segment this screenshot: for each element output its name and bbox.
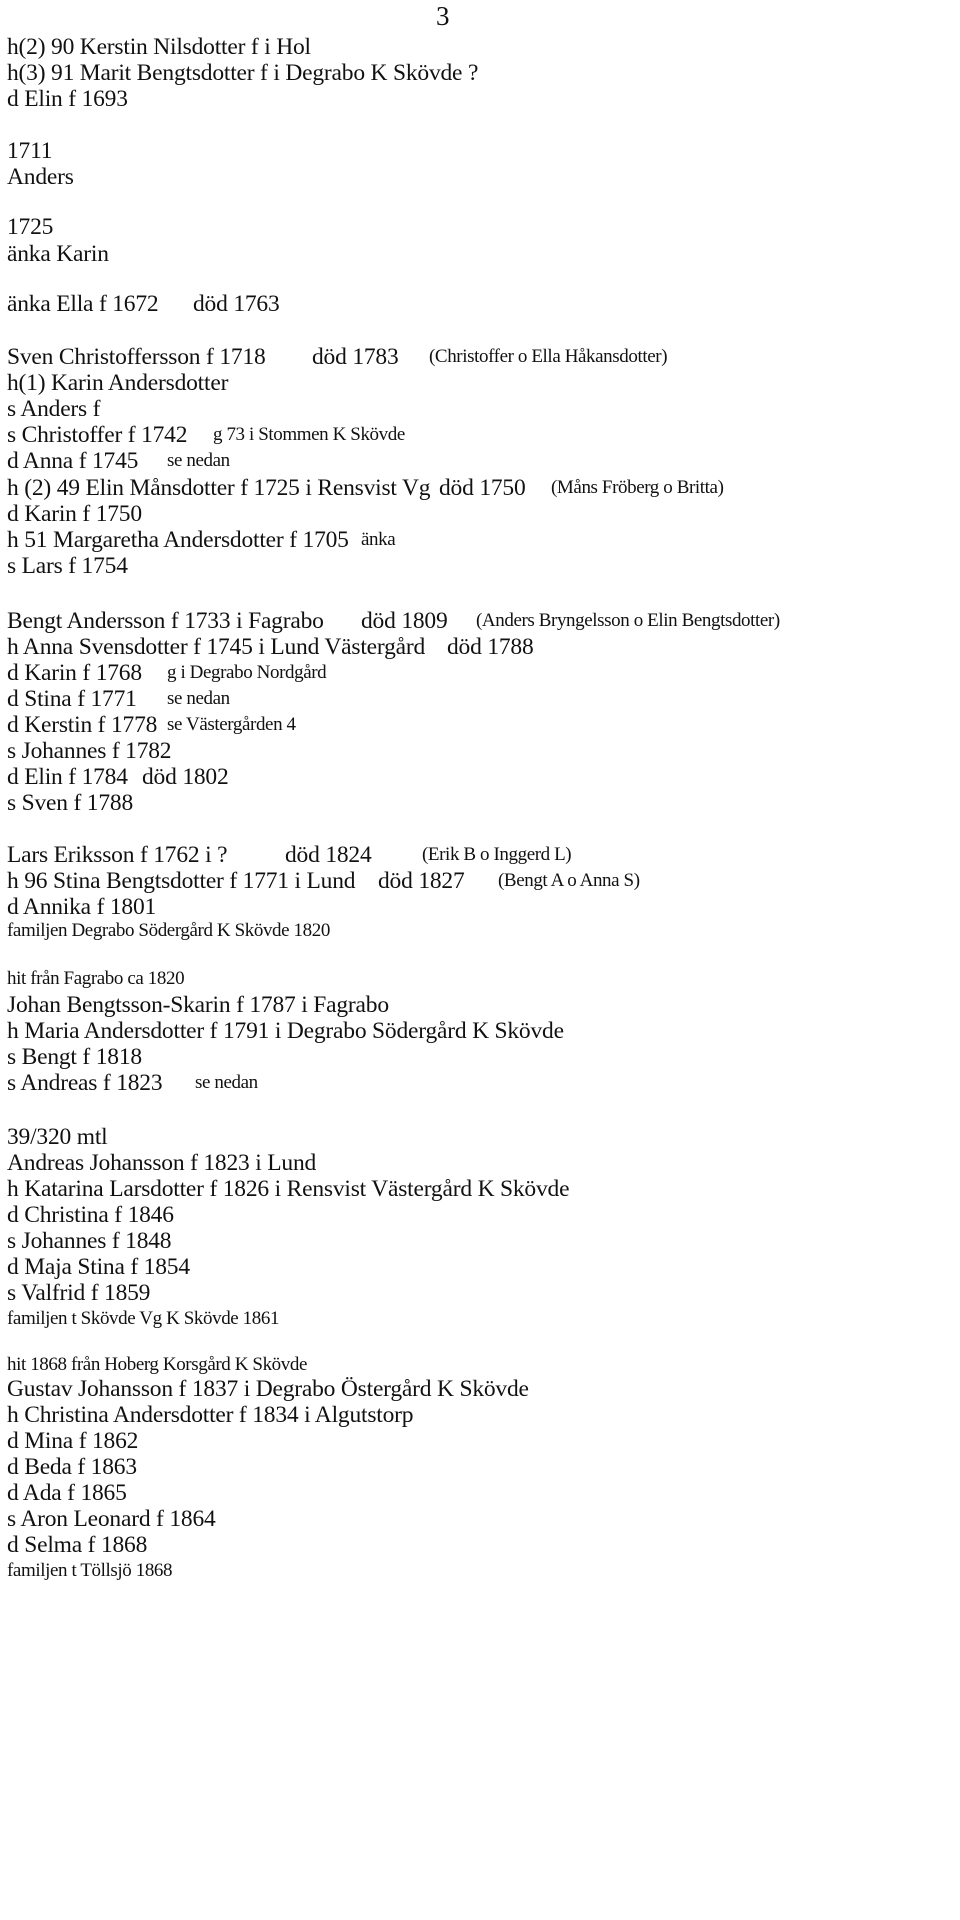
line-column-text: död 1783	[312, 344, 399, 370]
line-text: Johan Bengtsson-Skarin f 1787 i Fagrabo	[7, 992, 389, 1018]
line-text: s Aron Leonard f 1864	[7, 1506, 216, 1532]
line-text: s Bengt f 1818	[7, 1044, 142, 1070]
line-text: 1725	[7, 214, 54, 240]
line-text: d Anna f 1745	[7, 448, 139, 474]
line-text: Sven Christoffersson f 1718	[7, 344, 266, 370]
line-text: 1711	[7, 138, 53, 164]
line-column-text: död 1824	[285, 842, 372, 868]
line-text: s Johannes f 1782	[7, 738, 172, 764]
line-text: s Sven f 1788	[7, 790, 133, 816]
line-text: familjen Degrabo Södergård K Skövde 1820	[7, 920, 330, 941]
line-text: h (2) 49 Elin Månsdotter f 1725 i Rensvist Vg	[7, 475, 431, 501]
line-text: s Christoffer f 1742	[7, 422, 188, 448]
line-text: Lars Eriksson f 1762 i ?	[7, 842, 228, 868]
line-column-text: död 1763	[193, 291, 280, 317]
annotation-text: g i Degrabo Nordgård	[167, 662, 327, 683]
line-text: h(1) Karin Andersdotter	[7, 370, 229, 396]
line-text: h Anna Svensdotter f 1745 i Lund Västergård	[7, 634, 426, 660]
line-text: d Christina f 1846	[7, 1202, 174, 1228]
annotation-text: g 73 i Stommen K Skövde	[213, 424, 405, 445]
text-line	[7, 289, 280, 319]
page-number: 3	[436, 1, 450, 31]
line-text: d Stina f 1771	[7, 686, 137, 712]
line-text: familjen t Skövde Vg K Skövde 1861	[7, 1308, 280, 1329]
line-text: h Katarina Larsdotter f 1826 i Rensvist Västergård K Skövde	[7, 1176, 570, 1202]
line-text: änka Ella f 1672	[7, 291, 159, 317]
line-text: s Johannes f 1848	[7, 1228, 172, 1254]
line-text: d Elin f 1693	[7, 86, 128, 112]
line-text: d Mina f 1862	[7, 1428, 139, 1454]
annotation-text: (Måns Fröberg o Britta)	[551, 477, 724, 498]
line-text: h 51 Margaretha Andersdotter f 1705	[7, 527, 349, 553]
line-text: hit 1868 från Hoberg Korsgård K Skövde	[7, 1354, 308, 1375]
line-text: h Maria Andersdotter f 1791 i Degrabo Södergård K Skövde	[7, 1018, 564, 1044]
line-text: hit från Fagrabo ca 1820	[7, 968, 185, 989]
line-text: d Karin f 1750	[7, 501, 142, 527]
text-line	[7, 212, 53, 242]
line-text: h(3) 91 Marit Bengtsdotter f i Degrabo K Skövde ?	[7, 60, 479, 86]
annotation-text: se nedan	[167, 688, 230, 709]
line-text: h Christina Andersdotter f 1834 i Algutstorp	[7, 1402, 414, 1428]
line-column-text: död 1827	[378, 868, 465, 894]
line-text: d Maja Stina f 1854	[7, 1254, 190, 1280]
text-line	[7, 162, 74, 192]
line-text: Bengt Andersson f 1733 i Fagrabo	[7, 608, 324, 634]
line-text: d Selma f 1868	[7, 1532, 148, 1558]
text-line	[7, 84, 128, 114]
line-text: d Elin f 1784	[7, 764, 128, 790]
line-column-text: död 1809	[361, 608, 448, 634]
line-text: s Andreas f 1823	[7, 1070, 163, 1096]
line-text: änka Karin	[7, 241, 109, 267]
annotation-text: se nedan	[167, 450, 230, 471]
line-text: d Karin f 1768	[7, 660, 142, 686]
text-line	[7, 1304, 279, 1334]
line-text: h(2) 90 Kerstin Nilsdotter f i Hol	[7, 34, 311, 60]
line-column-text: död 1788	[447, 634, 534, 660]
line-text: Gustav Johansson f 1837 i Degrabo Östergård K Skövde	[7, 1376, 529, 1402]
annotation-text: (Christoffer o Ella Håkansdotter)	[429, 346, 668, 367]
text-line	[7, 1068, 258, 1098]
line-text: s Lars f 1754	[7, 553, 128, 579]
line-text: s Anders f	[7, 396, 101, 422]
annotation-text: se Västergården 4	[167, 714, 296, 735]
line-text: h 96 Stina Bengtsdotter f 1771 i Lund	[7, 868, 356, 894]
line-text: Anders	[7, 164, 74, 190]
line-text: d Ada f 1865	[7, 1480, 127, 1506]
line-text: familjen t Töllsjö 1868	[7, 1560, 173, 1581]
line-text: Andreas Johansson f 1823 i Lund	[7, 1150, 317, 1176]
text-line	[7, 1556, 172, 1586]
line-text: s Valfrid f 1859	[7, 1280, 151, 1306]
text-line	[7, 788, 133, 818]
text-line	[7, 551, 128, 581]
annotation-text: änka	[361, 529, 396, 550]
line-text: d Annika f 1801	[7, 894, 157, 920]
annotation-text: (Bengt A o Anna S)	[498, 870, 640, 891]
line-text: d Beda f 1863	[7, 1454, 137, 1480]
annotation-text: se nedan	[195, 1072, 258, 1093]
text-line	[7, 239, 109, 269]
line-text: 39/320 mtl	[7, 1124, 108, 1150]
annotation-text: (Erik B o Inggerd L)	[422, 844, 572, 865]
line-column-text: död 1750	[439, 475, 526, 501]
line-text: d Kerstin f 1778	[7, 712, 158, 738]
text-line	[7, 916, 330, 946]
line-column-text: död 1802	[142, 764, 229, 790]
annotation-text: (Anders Bryngelsson o Elin Bengtsdotter)	[476, 610, 780, 631]
text-line	[7, 446, 230, 476]
